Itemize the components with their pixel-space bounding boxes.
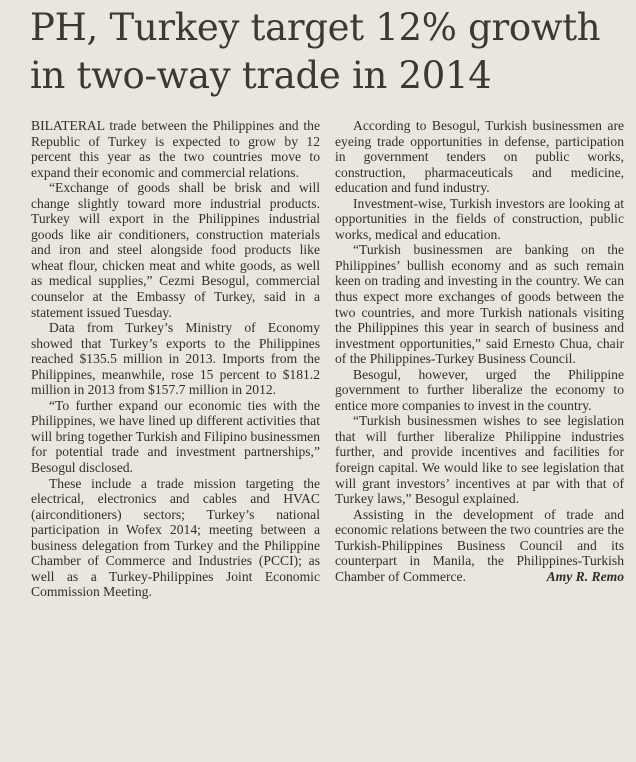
byline: Amy R. Remo xyxy=(546,568,624,584)
article-column-left xyxy=(31,118,320,758)
headline: PH, Turkey target 12% growth in two-way trade in 2014 xyxy=(30,6,601,97)
article-paragraph: According to Besogul, Turkish businessmen are eyeing trade opportunities in defense, participation in government tenders on public works, construction, pharmaceuticals and medicine, education and fund industry. xyxy=(335,118,624,196)
article-paragraph: “To further expand our economic ties with the Philippines, we have lined up different activities that will bring together Turkish and Filipino businessmen for potential trade and investment partnerships,” Besogul disclosed. xyxy=(31,397,320,476)
article-body xyxy=(31,118,624,758)
article-paragraph: Assisting in the development of trade and economic relations between the two countries are the Turkish-Philippines Business Council and its counterpart in Manila, the Philippines-Turkish Chamber of Commerce. xyxy=(335,506,624,584)
article-paragraph: Data from Turkey’s Ministry of Economy showed that Turkey’s exports to the Philippines reached $135.5 million in 2013. Imports from the Philippines, meanwhile, rose 15 percent to $181.2 million in 2013 from $157.7 million in 2012. xyxy=(31,320,320,398)
article-column-right xyxy=(335,118,624,758)
article-paragraph: BILATERAL trade between the Philippines and the Republic of Turkey is expected to grow by 12 percent this year as the two countries move to expand their economic and commercial relations. xyxy=(31,118,320,180)
article-paragraph: “Turkish businessmen are banking on the Philippines’ bullish economy and as such remain keen on trading and investing in the country. We can thus expect more exchanges of goods between the two countries, and more Turkish nationals visiting the Philippines this year in search of business and investment opportunities,” said Ernesto Chua, chair of the Philippines-Turkey Business Council. xyxy=(335,242,624,367)
article-paragraph: These include a trade mission targeting the electrical, electronics and cables and HVAC (airconditioners) sectors; Turkey’s national participation in Wofex 2014; meeting between a business delegation from Turkey and the Philippine Chamber of Commerce and Industries (PCCI); as well as a Turkey-Philippines Joint Economic Commission Meeting. xyxy=(31,475,320,600)
article-paragraph: Besogul, however, urged the Philippine government to further liberalize the economy to entice more companies to invest in the country. xyxy=(335,366,624,413)
article-paragraph: “Turkish businessmen wishes to see legislation that will further liberalize Philippine industries further, and provide incentives and facilities for foreign capital. We would like to see legislation that will grant investors’ incentives at par with that of Turkey laws,” Besogul explained. xyxy=(335,413,624,507)
article-paragraph: Investment-wise, Turkish investors are looking at opportunities in the fields of construction, public works, medical and education. xyxy=(335,195,624,242)
article-paragraph: “Exchange of goods shall be brisk and will change slightly toward more industrial products. Turkey will export in the Philippines industrial goods like air conditioners, construction materials and iron and steel alongside food products like wheat flour, chicken meat and white goods, as well as medical supplies,” Cezmi Besogul, commercial counselor at the Embassy of Turkey, said in a statement issued Tuesday. xyxy=(31,180,320,320)
